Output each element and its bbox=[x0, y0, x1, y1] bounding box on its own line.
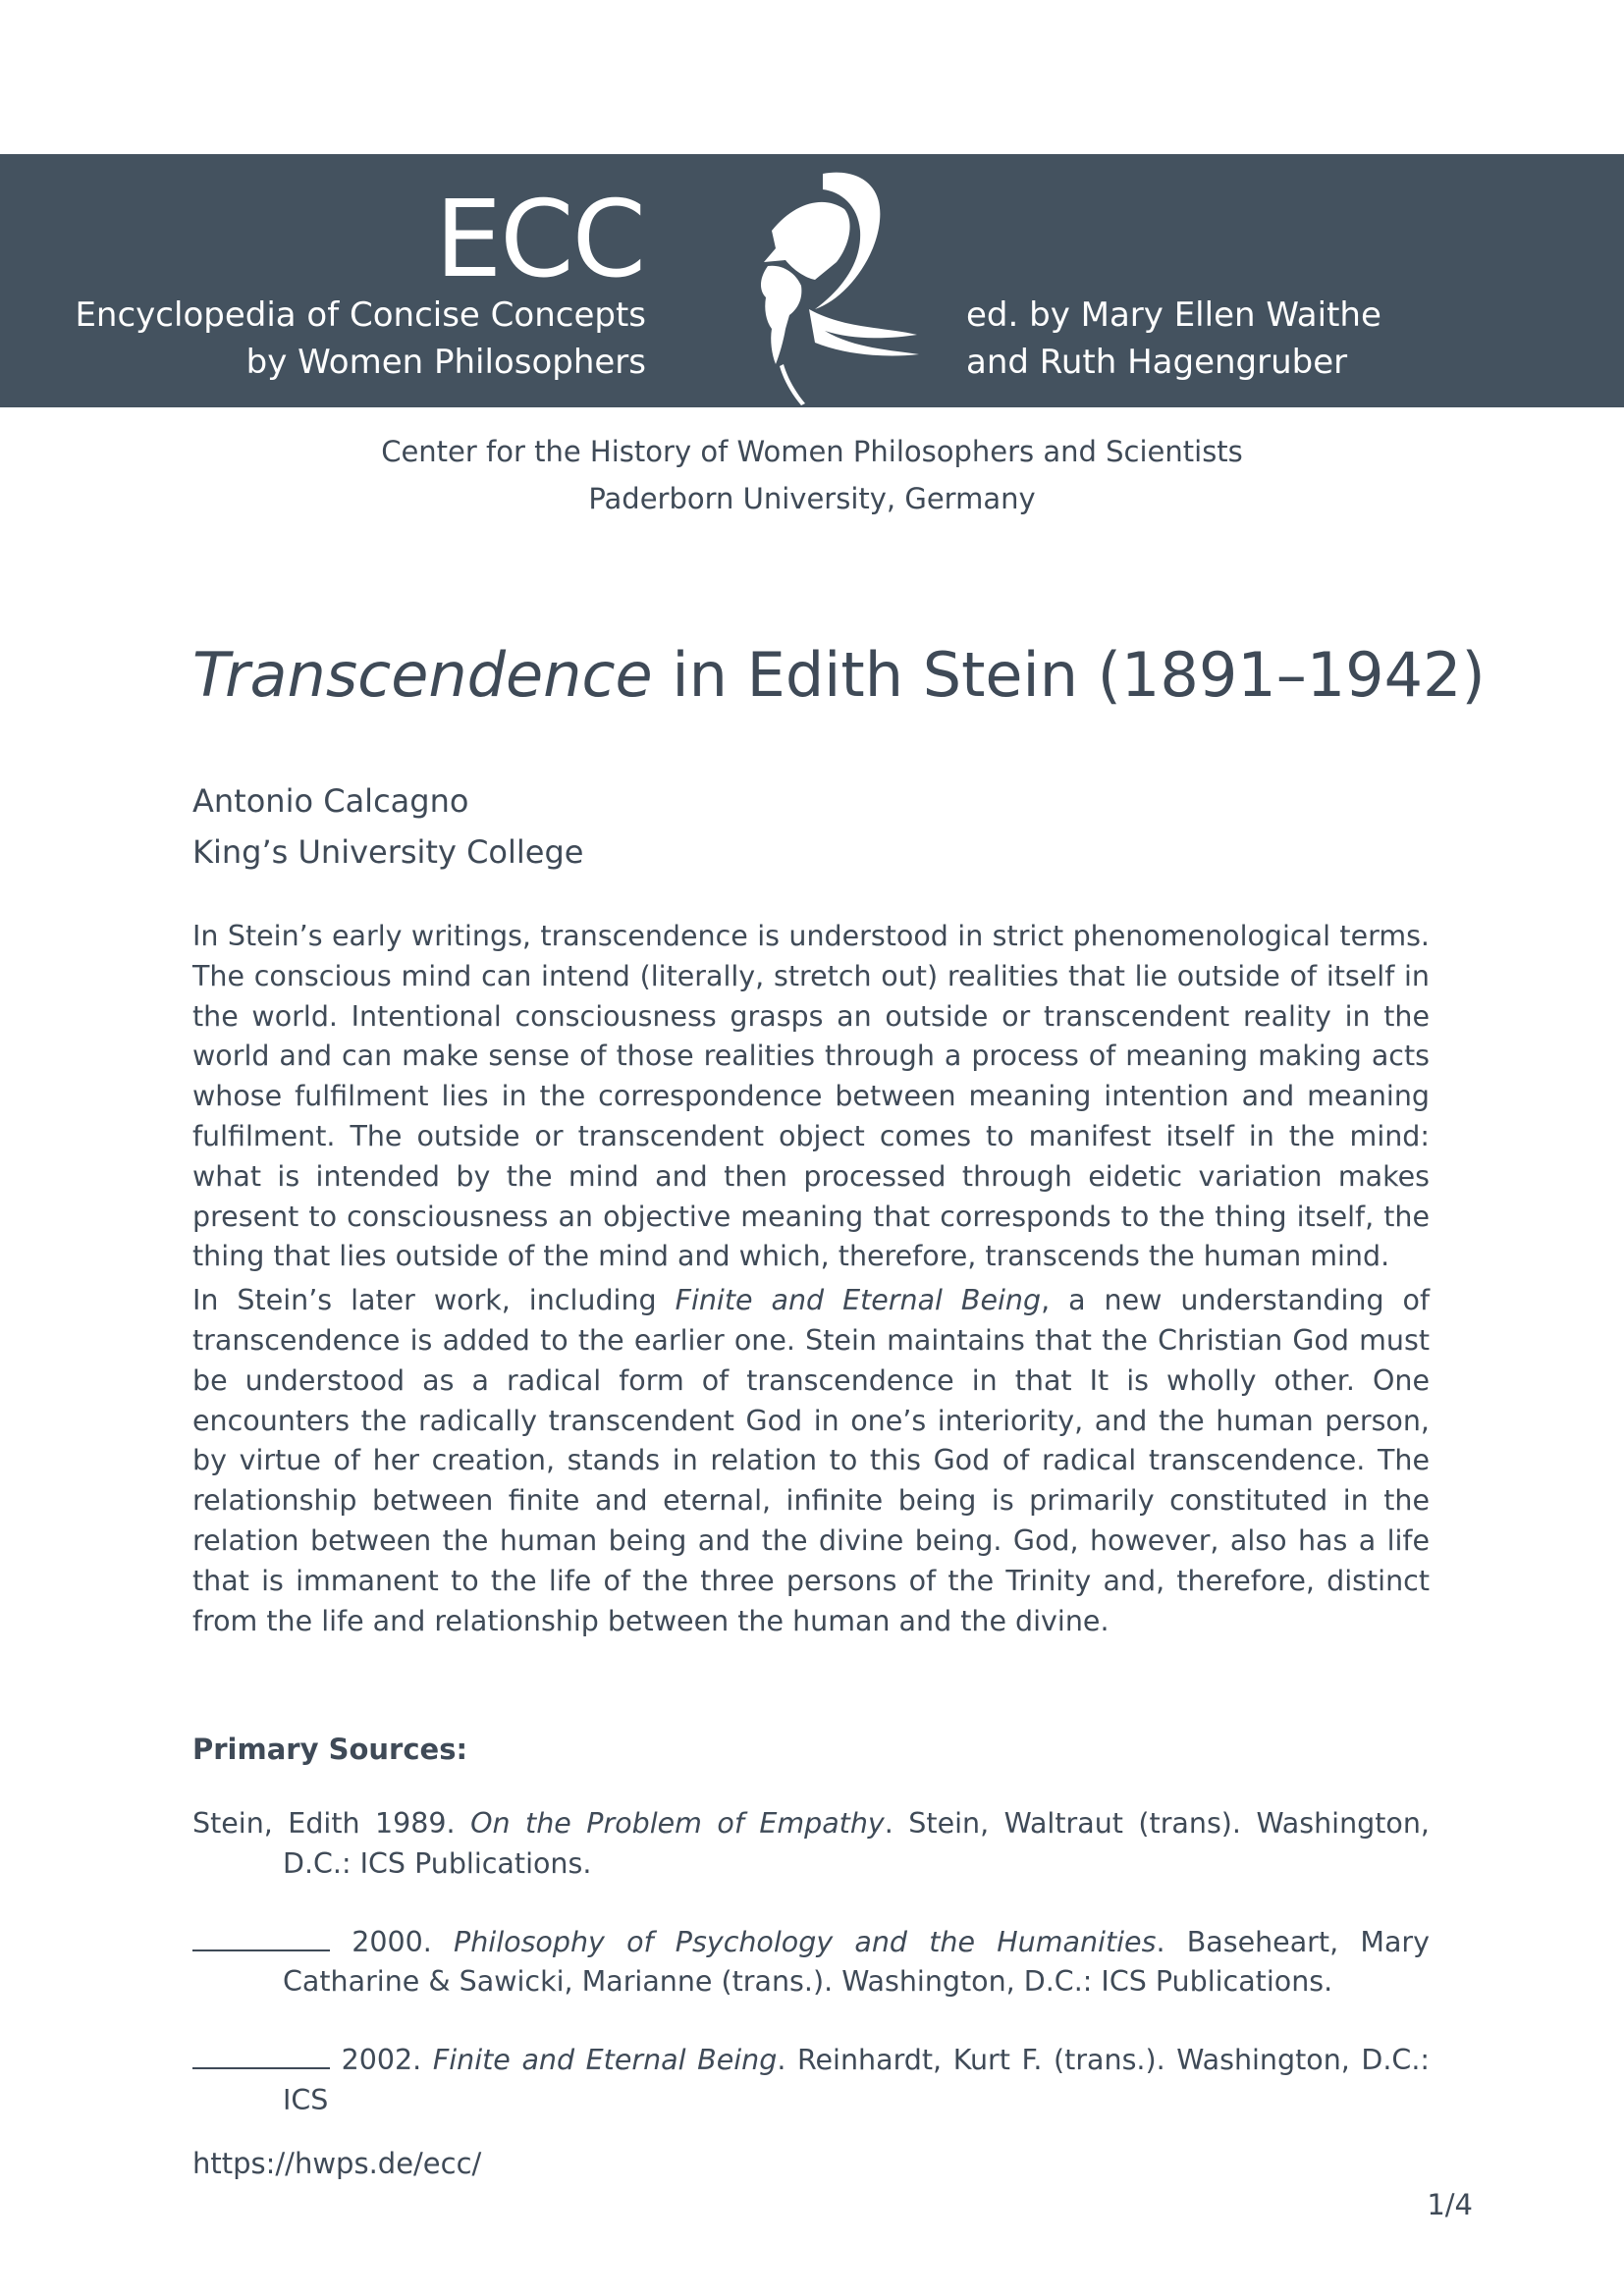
author-block bbox=[192, 775, 583, 878]
page-number: 1/4 bbox=[1427, 2188, 1473, 2221]
institution bbox=[0, 428, 1624, 522]
ditto-line bbox=[192, 2040, 330, 2069]
header-banner bbox=[0, 154, 1624, 407]
reference-title: Philosophy of Psychology and the Humanities bbox=[454, 1925, 1157, 1958]
reference-item bbox=[192, 2040, 1430, 2121]
paragraph-2-start: In Stein’s later work, including bbox=[192, 1284, 676, 1317]
editors-line2: and Ruth Hagengruber bbox=[966, 343, 1348, 382]
institution-line2: Paderborn University, Germany bbox=[588, 482, 1036, 515]
reference-tail: . Stein, Waltraut (trans). Washington, D.C.: ICS Publications. bbox=[283, 1807, 1430, 1880]
editors-line1: ed. by Mary Ellen Waithe bbox=[966, 295, 1381, 335]
paragraph-2-rest: , a new understanding of transcendence is added to the earlier one. Stein maintains that the Christian God must be understood as a radical form of transcendence in that It is wholly other. One encounters the radically transcendent God in one’s interiority, and the human person, by virtue of her creation, stands in relation to this God of radical transcendence. The relationship between finite and eternal, infinite being is primarily constituted in the relation between the human being and the divine being. God, however, also has a life that is immanent to the life of the three persons of the Trinity and, therefore, distinct from the life and relationship between the human and the divine. bbox=[192, 1284, 1430, 1637]
encyclopedia-title bbox=[75, 292, 646, 386]
encyclopedia-title-line2: by Women Philosophers bbox=[245, 343, 646, 382]
reference-lead: 2000. bbox=[330, 1925, 455, 1958]
reference-item bbox=[192, 1804, 1430, 1885]
reference-tail: . Reinhardt, Kurt F. (trans.). Washington, D.C.: ICS bbox=[283, 2044, 1430, 2116]
paragraph-2 bbox=[192, 1281, 1430, 1641]
ecc-wordmark: ECC bbox=[434, 179, 644, 301]
athena-helmet-logo-icon bbox=[707, 162, 933, 407]
sources-heading: Primary Sources: bbox=[192, 1733, 468, 1766]
ditto-line bbox=[192, 1922, 330, 1951]
institution-line1: Center for the History of Women Philosophers and Scientists bbox=[381, 435, 1243, 468]
editors bbox=[966, 292, 1381, 386]
paragraph-2-book-title: Finite and Eternal Being bbox=[675, 1284, 1042, 1317]
article-body bbox=[192, 917, 1430, 1645]
paragraph-1: In Stein’s early writings, transcendence is understood in strict phenomenological terms. The conscious mind can intend (literally, stretch out) realities that lie outside of itself in the world. Intentional consciousness grasps an outside or transcendent reality in the world and can make sense of those realities through a process of meaning making acts whose fulfilment lies in the correspondence between meaning intention and meaning fulfilment. The outside or transcendent object comes to manifest itself in the mind: what is intended by the mind and then processed through eidetic variation makes present to consciousness an objective meaning that corresponds to the thing itself, the thing that lies outside of the mind and which, therefore, transcends the human mind. bbox=[192, 920, 1430, 1273]
reference-title: On the Problem of Empathy bbox=[470, 1807, 885, 1840]
encyclopedia-title-line1: Encyclopedia of Concise Concepts bbox=[75, 295, 646, 335]
author-name: Antonio Calcagno bbox=[192, 782, 469, 820]
reference-list bbox=[192, 1804, 1430, 2159]
author-affiliation: King’s University College bbox=[192, 833, 584, 871]
reference-title: Finite and Eternal Being bbox=[432, 2044, 778, 2077]
article-title-italic: Transcendence bbox=[192, 639, 653, 711]
footer-url-link[interactable]: https://hwps.de/ecc/ bbox=[192, 2147, 482, 2180]
reference-tail: . Baseheart, Mary Catharine & Sawicki, Marianne (trans.). Washington, D.C.: ICS Publications. bbox=[283, 1925, 1430, 1999]
reference-lead: 2002. bbox=[330, 2044, 433, 2077]
reference-item bbox=[192, 1922, 1430, 2003]
reference-lead: Stein, Edith 1989. bbox=[192, 1807, 471, 1840]
article-title-rest: in Edith Stein (1891–1942) bbox=[652, 639, 1486, 711]
article-title bbox=[192, 638, 1486, 713]
